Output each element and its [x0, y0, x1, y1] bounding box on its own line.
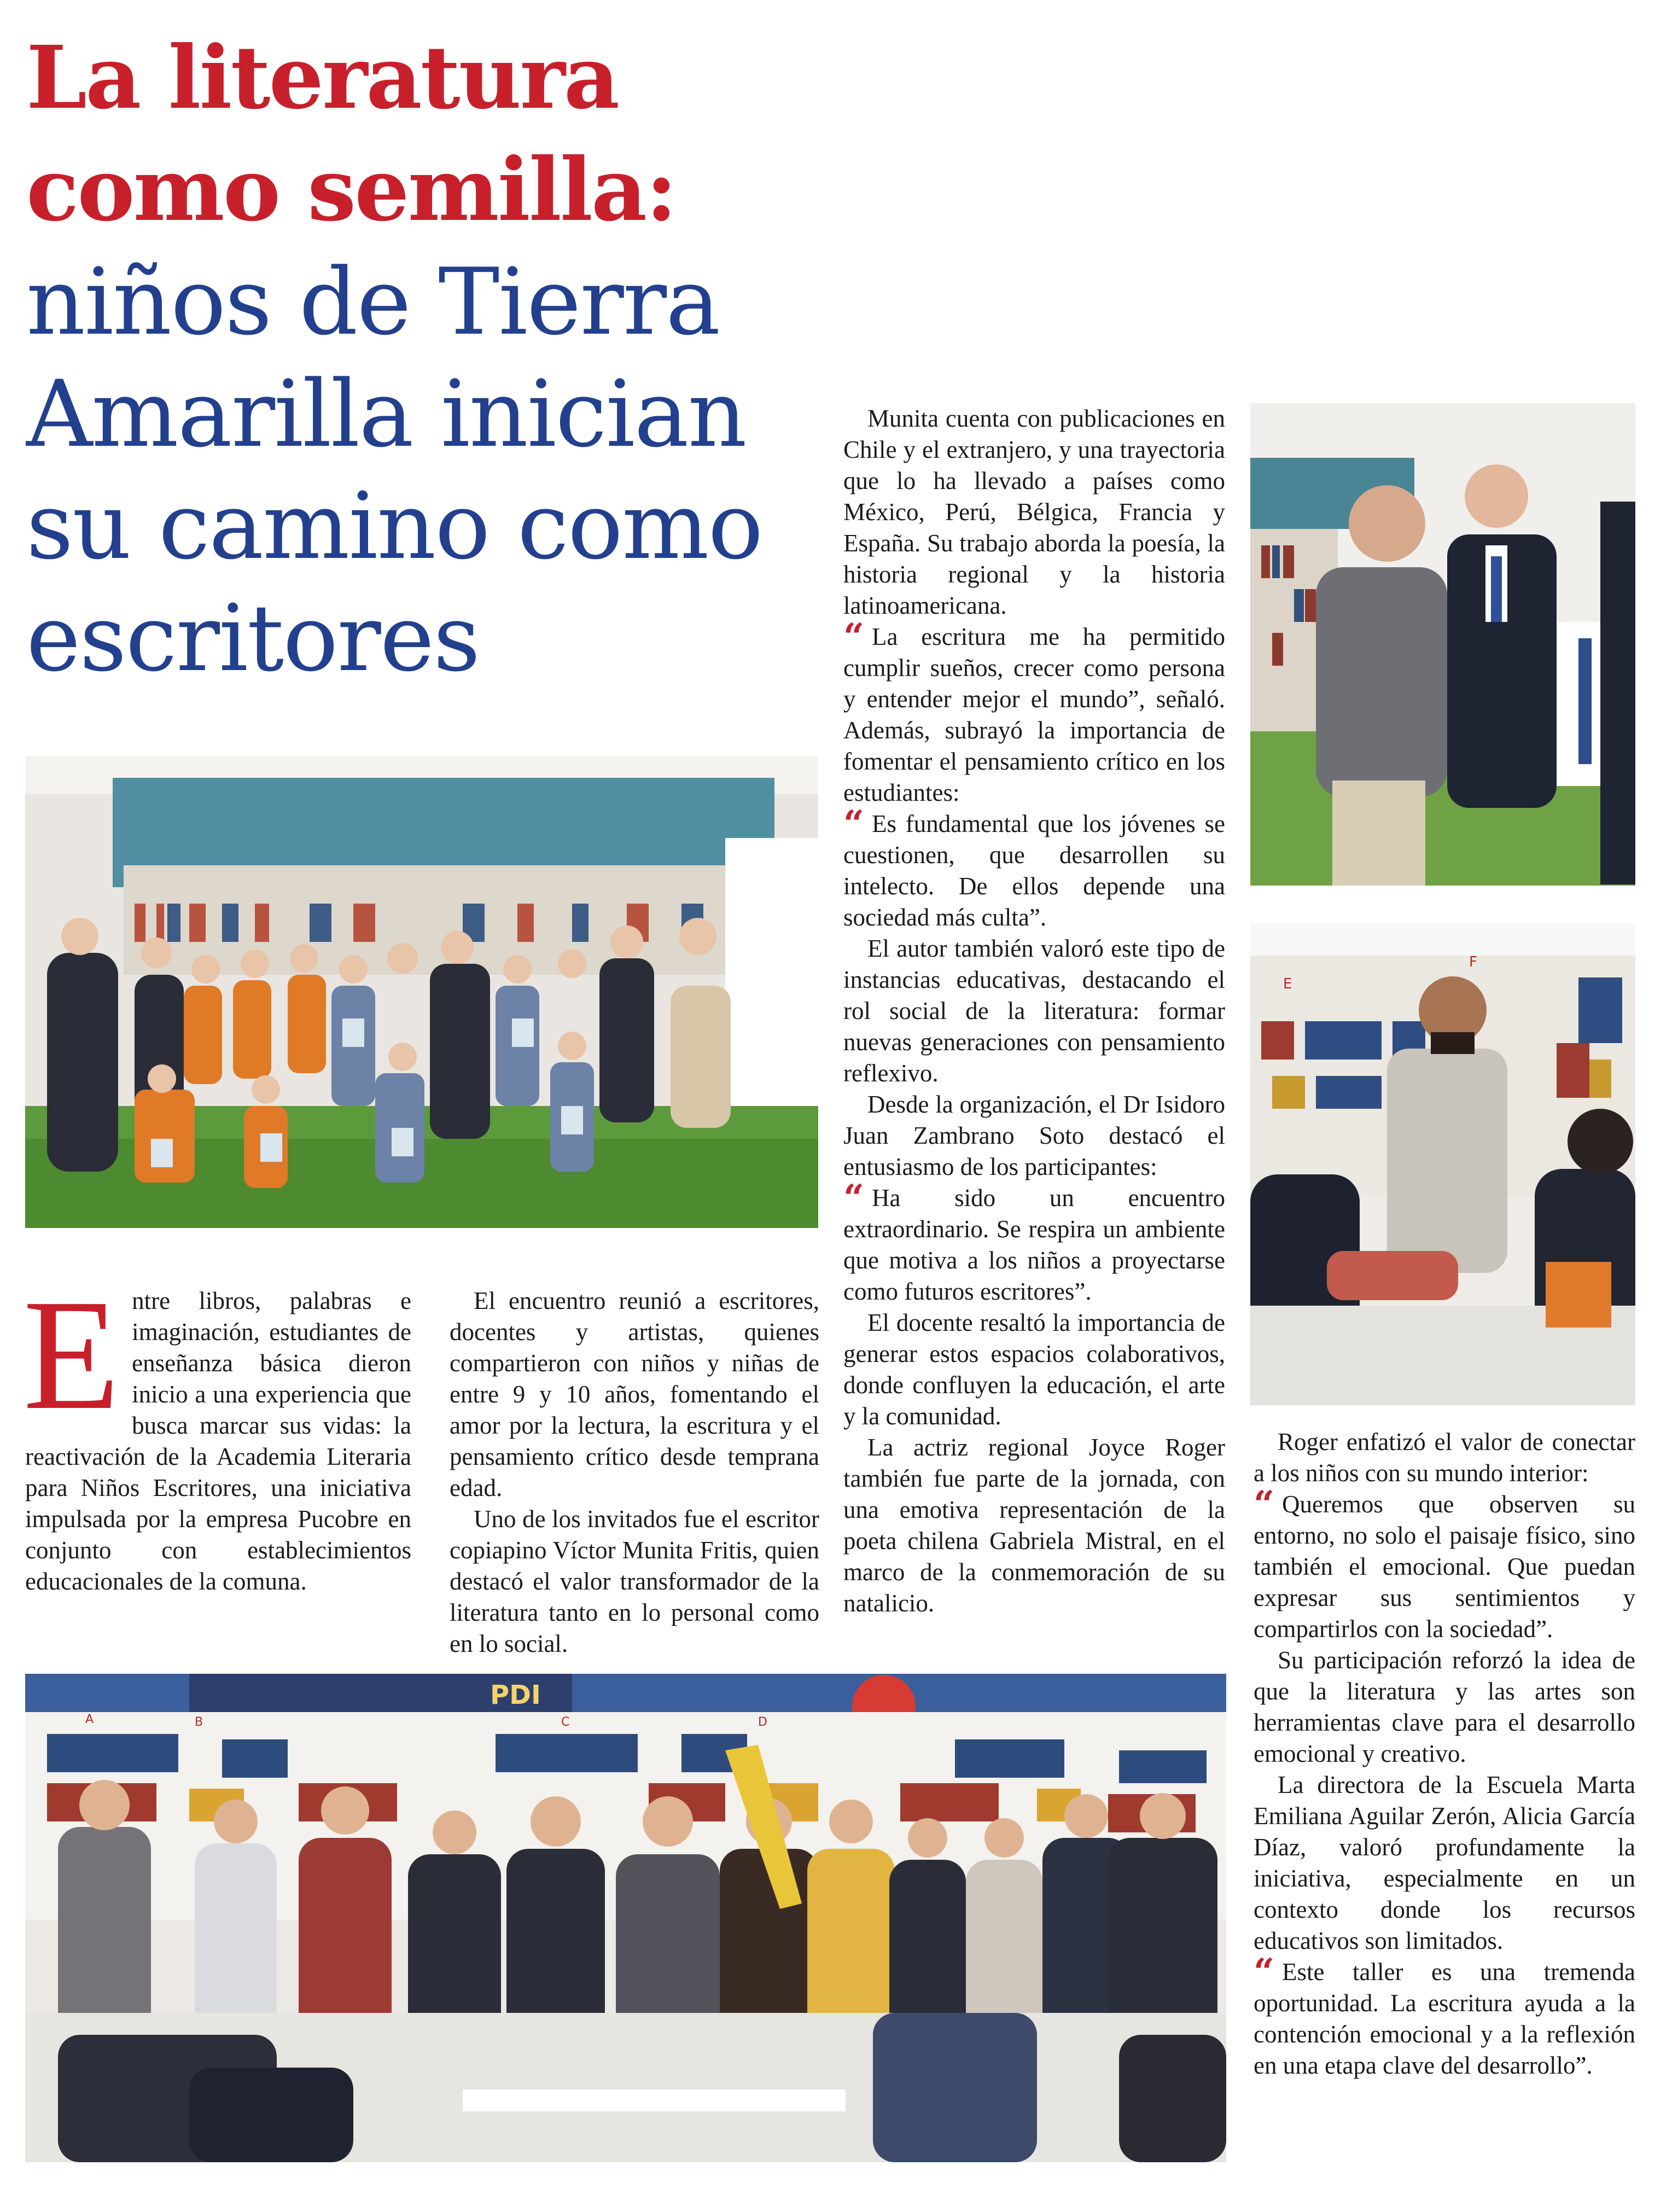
- author-speaking-photo: [1250, 403, 1635, 886]
- column1-paragraph-1: ntre libros, palabras e imaginación, estudiantes de enseñanza básica dieron inicio a una experiencia que busca marcar sus vidas: la reactivación de la Academia Literaria para Niños Escritores, una iniciativa impulsada por la empresa Pucobre en conjunto con establecimientos educacionales de la comuna.: [25, 1287, 411, 1595]
- shelf-letter-b: B: [195, 1715, 203, 1729]
- column4-quote-2: “ Este taller es una tremenda oportunidad. La escritura ayuda a la contención emocional y a la reflexión en una etapa clave del desarrollo”.: [1254, 1951, 1635, 2079]
- column2-paragraph-1: El encuentro reunió a escritores, docentes y artistas, quienes compartieron con niños y niñas de entre 9 y 10 años, fomentando el amor por la lectura, la escritura y el pensamiento crítico desde temprana edad.: [450, 1287, 819, 1501]
- shelf-letter-e: E: [1283, 976, 1292, 992]
- quote-mark: “: [1254, 1951, 1274, 1993]
- column3-quote-2: “ Es fundamental que los jóvenes se cuestionen, que desarrollen su intelecto. De ellos depende una sociedad más culta”.: [843, 802, 1225, 931]
- column3-paragraph-4: El docente resaltó la importancia de generar estos espacios colaborativos, donde confluyen la educación, el arte y la comunidad.: [843, 1309, 1225, 1430]
- column3-paragraph-3: Desde la organización, el Dr Isidoro Juan Zambrano Soto destacó el entusiasmo de los participantes:: [843, 1091, 1225, 1180]
- column3-paragraph-5: La actriz regional Joyce Roger también fue parte de la jornada, con una emotiva representación de la poeta chilena Gabriela Mistral, en el marco de la conmemoración de su natalicio.: [843, 1434, 1225, 1617]
- column4-quote-1: “ Queremos que observen su entorno, no solo el paisaje físico, sino también el emocional. Que puedan expresar sus sentimientos y compartirlos con la sociedad”.: [1254, 1483, 1635, 1643]
- headline: [26, 22, 825, 695]
- article-column-2: [450, 1285, 819, 1660]
- article-column-3: [843, 403, 1225, 1619]
- column2-paragraph-2: Uno de los invitados fue el escritor copiapino Víctor Munita Fritis, quien destacó el valor transformador de la literatura tanto en lo personal como en lo social.: [450, 1505, 819, 1657]
- column3-paragraph-2: El autor también valoró este tipo de instancias educativas, destacando el rol social de la literatura: formar nuevas generaciones con pensamiento reflexivo.: [843, 935, 1225, 1087]
- classroom-group-photo: [25, 1674, 1226, 2162]
- headline-line-2: como semilla:: [26, 139, 676, 241]
- headline-line-4: Amarilla inician: [26, 360, 746, 468]
- headline-line-5: su camino como: [26, 473, 762, 580]
- quote-mark: “: [843, 615, 864, 658]
- quote-mark: “: [843, 1177, 864, 1219]
- shelf-letter-a: A: [85, 1713, 94, 1726]
- column3-paragraph-1: Munita cuenta con publicaciones en Chile y el extranjero, y una trayectoria que lo ha llevado a países como México, Perú, Bélgica, Francia y España. Su trabajo aborda la poesía, la historia regional y la historia latinoamericana.: [843, 405, 1225, 619]
- quote-mark: “: [843, 802, 864, 845]
- group-photo-with-books: [25, 756, 818, 1228]
- shelf-letter-c: C: [561, 1715, 570, 1729]
- article-column-1: [23, 1267, 411, 1597]
- pdi-sign: PDI: [490, 1680, 541, 1710]
- shelf-letter-d: D: [758, 1715, 767, 1729]
- article-column-4: [1254, 1427, 1635, 2081]
- column3-quote-1: “ La escritura me ha permitido cumplir sueños, crecer como persona y entender mejor el mundo”, señaló. Además, subrayó la importancia de fomentar el pensamiento crítico en los estudiantes:: [843, 615, 1225, 806]
- column4-paragraph-1: Roger enfatizó el valor de conectar a los niños con su mundo interior:: [1254, 1428, 1635, 1487]
- quote-mark: “: [1254, 1483, 1274, 1526]
- shelf-letter-f: F: [1469, 954, 1477, 970]
- headline-line-6: escritores: [26, 585, 480, 692]
- column4-paragraph-3: La directora de la Escuela Marta Emiliana Aguilar Zerón, Alicia García Díaz, valoró profundamente la iniciativa, especialmente en un contexto donde los recursos educativos son limitados.: [1254, 1771, 1635, 1954]
- headline-line-3: niños de Tierra: [26, 248, 720, 356]
- column4-paragraph-2: Su participación reforzó la idea de que la literatura y las artes son herramientas clave para el desarrollo emocional y creativo.: [1254, 1646, 1635, 1767]
- drop-cap: E: [23, 1267, 120, 1442]
- workshop-leader-photo: [1250, 923, 1635, 1405]
- column3-quote-3: “ Ha sido un encuentro extraordinario. Se respira un ambiente que motiva a los niños a proyectarse como futuros escritores”.: [843, 1177, 1225, 1305]
- headline-line-1: La literatura: [26, 27, 619, 129]
